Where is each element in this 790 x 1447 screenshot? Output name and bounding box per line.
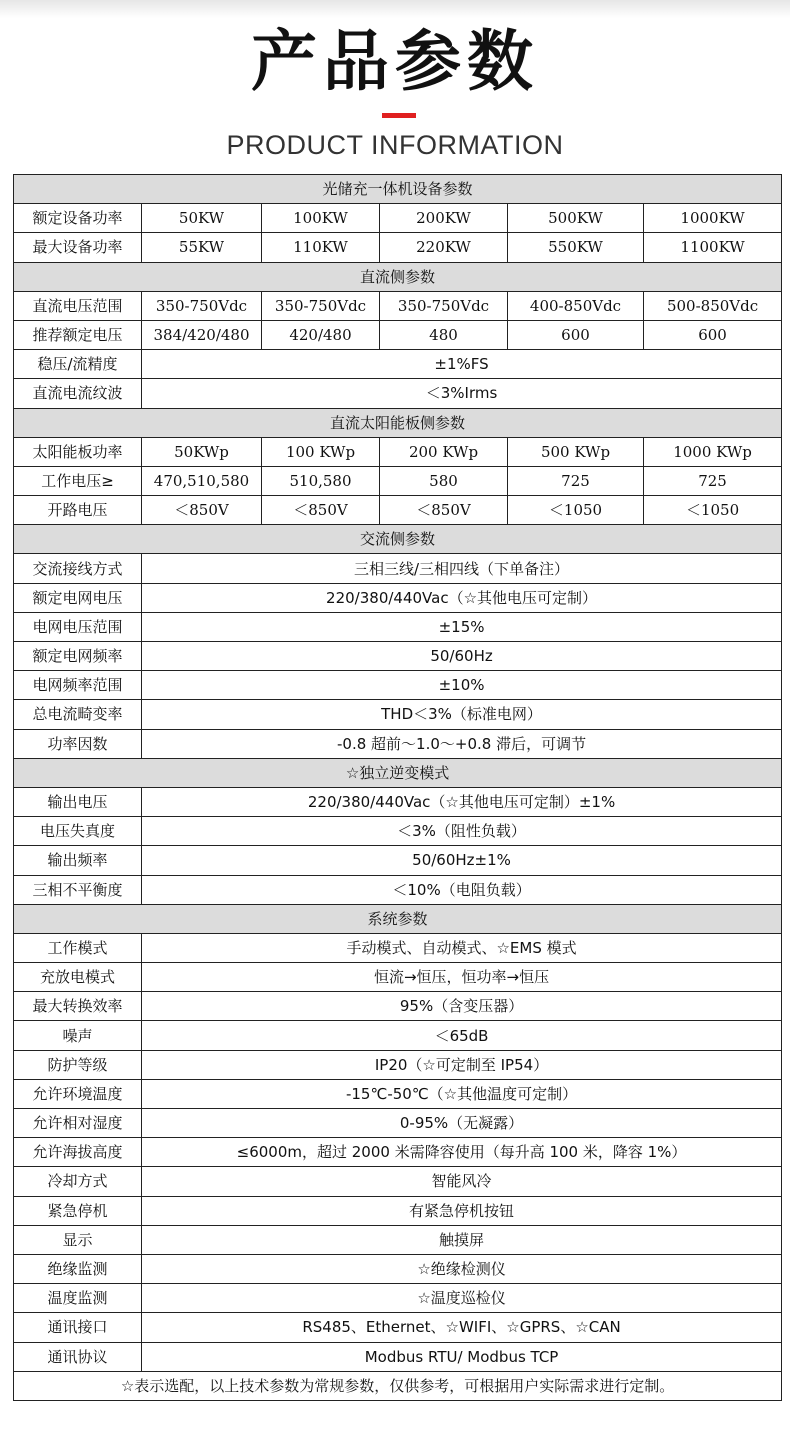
table-cell: 580 <box>380 466 508 495</box>
top-shadow <box>0 0 790 18</box>
page-title: 产品参数 <box>251 23 539 100</box>
table-value-cell: ☆绝缘检测仪 <box>142 1254 782 1283</box>
table-cell: 480 <box>380 320 508 349</box>
row-label: 直流电流纹波 <box>14 379 142 408</box>
table-row <box>14 642 782 671</box>
table-cell: 350-750Vdc <box>142 291 262 320</box>
table-row <box>14 1342 782 1371</box>
row-label: 功率因数 <box>14 729 142 758</box>
row-label: 工作电压≥ <box>14 466 142 495</box>
table-row <box>14 671 782 700</box>
table-value-cell: ＜65dB <box>142 1021 782 1050</box>
table-cell: 600 <box>508 320 644 349</box>
section-title: 系统参数 <box>14 904 782 933</box>
page-subtitle: PRODUCT INFORMATION <box>226 130 564 160</box>
table-row <box>14 466 782 495</box>
table-row <box>14 1109 782 1138</box>
table-row <box>14 291 782 320</box>
table-cell: 550KW <box>508 233 644 262</box>
table-value-cell: ＜10%（电阻负载） <box>142 875 782 904</box>
row-label: 总电流畸变率 <box>14 700 142 729</box>
table-row <box>14 787 782 816</box>
table-value-cell: 有紧急停机按钮 <box>142 1196 782 1225</box>
row-label: 额定电网电压 <box>14 583 142 612</box>
row-label: 工作模式 <box>14 933 142 962</box>
table-row <box>14 612 782 641</box>
table-cell: 470,510,580 <box>142 466 262 495</box>
table-value-cell: 50/60Hz <box>142 642 782 671</box>
section-header-row <box>14 904 782 933</box>
table-value-cell: ±15% <box>142 612 782 641</box>
row-label: 噪声 <box>14 1021 142 1050</box>
table-value-cell: 智能风冷 <box>142 1167 782 1196</box>
spec-table <box>13 174 782 1401</box>
table-cell: ＜850V <box>262 496 380 525</box>
table-cell: ＜850V <box>142 496 262 525</box>
table-cell: 600 <box>644 320 782 349</box>
table-value-cell: THD＜3%（标准电网） <box>142 700 782 729</box>
row-label: 开路电压 <box>14 496 142 525</box>
section-title: 交流侧参数 <box>14 525 782 554</box>
row-label: 通讯协议 <box>14 1342 142 1371</box>
row-label: 额定电网频率 <box>14 642 142 671</box>
row-label: 冷却方式 <box>14 1167 142 1196</box>
table-value-cell: ＜3%（阻性负载） <box>142 817 782 846</box>
row-label: 稳压/流精度 <box>14 350 142 379</box>
table-cell: ＜1050 <box>508 496 644 525</box>
table-cell: 50KW <box>142 204 262 233</box>
table-row <box>14 1079 782 1108</box>
table-value-cell: ≤6000m，超过 2000 米需降容使用（每升高 100 米，降容 1%） <box>142 1138 782 1167</box>
table-row <box>14 992 782 1021</box>
table-value-cell: ☆温度巡检仪 <box>142 1284 782 1313</box>
table-value-cell: 三相三线/三相四线（下单备注） <box>142 554 782 583</box>
section-title: 直流侧参数 <box>14 262 782 291</box>
table-value-cell: 触摸屏 <box>142 1225 782 1254</box>
table-value-cell: 恒流→恒压，恒功率→恒压 <box>142 963 782 992</box>
table-value-cell: 0-95%（无凝露） <box>142 1109 782 1138</box>
table-row <box>14 1225 782 1254</box>
footnote: ☆表示选配，以上技术参数为常规参数，仅供参考，可根据用户实际需求进行定制。 <box>14 1371 782 1400</box>
table-value-cell: 220/380/440Vac（☆其他电压可定制）±1% <box>142 787 782 816</box>
table-value-cell: IP20（☆可定制至 IP54） <box>142 1050 782 1079</box>
table-cell: 100KW <box>262 204 380 233</box>
table-cell: ＜1050 <box>644 496 782 525</box>
table-value-cell: ＜3%Irms <box>142 379 782 408</box>
table-cell: 420/480 <box>262 320 380 349</box>
row-label: 显示 <box>14 1225 142 1254</box>
table-value-cell: 50/60Hz±1% <box>142 846 782 875</box>
table-row <box>14 583 782 612</box>
table-value-cell: Modbus RTU/ Modbus TCP <box>142 1342 782 1371</box>
table-row <box>14 204 782 233</box>
table-row <box>14 846 782 875</box>
row-label: 太阳能板功率 <box>14 437 142 466</box>
table-row <box>14 1021 782 1050</box>
table-value-cell: 手动模式、自动模式、☆EMS 模式 <box>142 933 782 962</box>
table-value-cell: 220/380/440Vac（☆其他电压可定制） <box>142 583 782 612</box>
table-value-cell: -15℃-50℃（☆其他温度可定制） <box>142 1079 782 1108</box>
table-cell: 1000 KWp <box>644 437 782 466</box>
table-cell: 500-850Vdc <box>644 291 782 320</box>
table-cell: 110KW <box>262 233 380 262</box>
table-row <box>14 1284 782 1313</box>
table-cell: 1100KW <box>644 233 782 262</box>
table-value-cell: RS485、Ethernet、☆WIFI、☆GPRS、☆CAN <box>142 1313 782 1342</box>
table-cell: 220KW <box>380 233 508 262</box>
row-label: 最大设备功率 <box>14 233 142 262</box>
table-cell: 725 <box>508 466 644 495</box>
table-row <box>14 875 782 904</box>
table-row <box>14 1167 782 1196</box>
row-label: 绝缘监测 <box>14 1254 142 1283</box>
table-cell: 200 KWp <box>380 437 508 466</box>
section-title: 直流太阳能板侧参数 <box>14 408 782 437</box>
table-value-cell: 95%（含变压器） <box>142 992 782 1021</box>
table-cell: 50KWp <box>142 437 262 466</box>
table-row <box>14 379 782 408</box>
row-label: 防护等级 <box>14 1050 142 1079</box>
table-cell: 500KW <box>508 204 644 233</box>
table-cell: 384/420/480 <box>142 320 262 349</box>
table-row <box>14 437 782 466</box>
row-label: 允许环境温度 <box>14 1079 142 1108</box>
row-label: 允许相对湿度 <box>14 1109 142 1138</box>
section-header-row <box>14 525 782 554</box>
section-title: ☆独立逆变模式 <box>14 758 782 787</box>
row-label: 三相不平衡度 <box>14 875 142 904</box>
section-header-row <box>14 262 782 291</box>
table-cell: 725 <box>644 466 782 495</box>
table-value-cell: ±1%FS <box>142 350 782 379</box>
row-label: 最大转换效率 <box>14 992 142 1021</box>
table-row <box>14 1050 782 1079</box>
footnote-row <box>14 1371 782 1400</box>
table-row <box>14 933 782 962</box>
table-cell: 350-750Vdc <box>262 291 380 320</box>
table-row <box>14 1313 782 1342</box>
table-row <box>14 700 782 729</box>
table-row <box>14 233 782 262</box>
table-row <box>14 320 782 349</box>
section-header-row <box>14 175 782 204</box>
row-label: 推荐额定电压 <box>14 320 142 349</box>
table-row <box>14 1196 782 1225</box>
table-cell: 55KW <box>142 233 262 262</box>
row-label: 电压失真度 <box>14 817 142 846</box>
row-label: 充放电模式 <box>14 963 142 992</box>
table-cell: 100 KWp <box>262 437 380 466</box>
table-row <box>14 1138 782 1167</box>
table-cell: 200KW <box>380 204 508 233</box>
row-label: 电网电压范围 <box>14 612 142 641</box>
spec-table-body <box>14 175 782 1401</box>
table-value-cell: -0.8 超前～1.0～+0.8 滞后，可调节 <box>142 729 782 758</box>
table-cell: 500 KWp <box>508 437 644 466</box>
table-cell: 400-850Vdc <box>508 291 644 320</box>
row-label: 温度监测 <box>14 1284 142 1313</box>
table-cell: 350-750Vdc <box>380 291 508 320</box>
table-row <box>14 350 782 379</box>
table-row <box>14 1254 782 1283</box>
row-label: 额定设备功率 <box>14 204 142 233</box>
table-row <box>14 729 782 758</box>
row-label: 直流电压范围 <box>14 291 142 320</box>
table-cell: ＜850V <box>380 496 508 525</box>
row-label: 输出电压 <box>14 787 142 816</box>
row-label: 电网频率范围 <box>14 671 142 700</box>
row-label: 允许海拔高度 <box>14 1138 142 1167</box>
row-label: 通讯接口 <box>14 1313 142 1342</box>
row-label: 输出频率 <box>14 846 142 875</box>
table-row <box>14 554 782 583</box>
section-title: 光储充一体机设备参数 <box>14 175 782 204</box>
table-value-cell: ±10% <box>142 671 782 700</box>
table-row <box>14 496 782 525</box>
table-row <box>14 817 782 846</box>
row-label: 交流接线方式 <box>14 554 142 583</box>
table-cell: 510,580 <box>262 466 380 495</box>
row-label: 紧急停机 <box>14 1196 142 1225</box>
table-cell: 1000KW <box>644 204 782 233</box>
section-header-row <box>14 408 782 437</box>
title-accent-bar <box>382 113 416 118</box>
section-header-row <box>14 758 782 787</box>
table-row <box>14 963 782 992</box>
